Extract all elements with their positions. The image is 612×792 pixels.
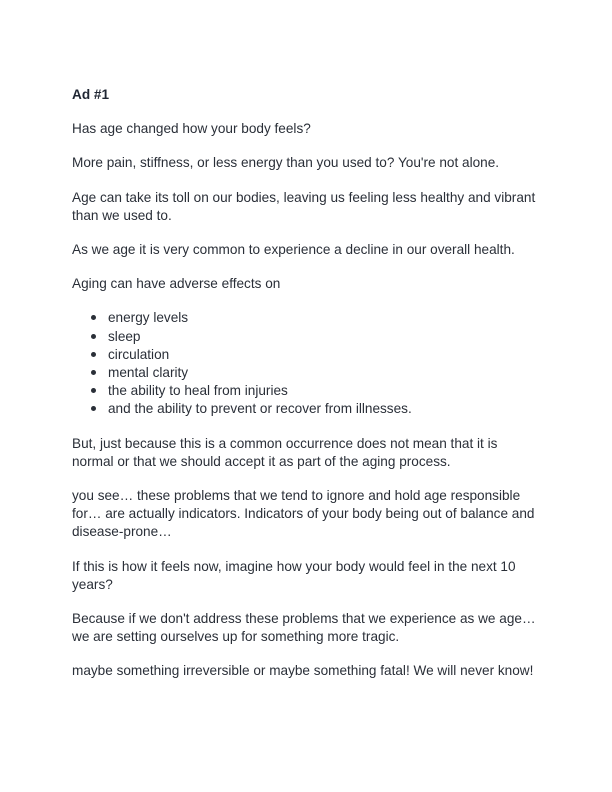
bullet-icon — [91, 352, 96, 357]
list-item-text: mental clarity — [108, 365, 189, 381]
effects-list — [72, 309, 540, 418]
bullet-icon — [91, 388, 96, 393]
paragraph: As we age it is very common to experience a decline in our overall health. — [72, 242, 515, 258]
paragraph: Has age changed how your body feels? — [72, 121, 311, 137]
bullet-icon — [91, 315, 96, 320]
list-item — [91, 364, 540, 382]
paragraph: Aging can have adverse effects on — [72, 276, 281, 292]
list-item-text: circulation — [108, 346, 170, 362]
list-item-text: sleep — [108, 328, 141, 344]
bullet-icon — [91, 334, 96, 339]
paragraph: Because if we don't address these problems that we experience as we age… we are setting ourselves up for something more tragic. — [72, 611, 536, 645]
paragraph: maybe something irreversible or maybe something fatal! We will never know! — [72, 663, 534, 679]
paragraph: More pain, stiffness, or less energy than you used to? You're not alone. — [72, 155, 500, 171]
ad-heading: Ad #1 — [72, 87, 110, 102]
list-item — [91, 309, 540, 327]
paragraph: But, just because this is a common occurrence does not mean that it is normal or that we should accept it as part of the aging process. — [72, 435, 498, 469]
list-item — [91, 346, 540, 364]
bullet-icon — [91, 406, 96, 411]
paragraph: you see… these problems that we tend to ignore and hold age responsible for… are actually indicators. Indicators of your body being out of balance and disease-prone… — [72, 488, 535, 540]
bullet-icon — [91, 370, 96, 375]
paragraph: If this is how it feels now, imagine how your body would feel in the next 10 years? — [72, 558, 516, 592]
list-item-text: and the ability to prevent or recover from illnesses. — [108, 401, 412, 417]
list-item-text: the ability to heal from injuries — [108, 383, 288, 399]
paragraph: Age can take its toll on our bodies, leaving us feeling less healthy and vibrant than we used to. — [72, 189, 536, 223]
list-item — [91, 400, 540, 418]
list-item — [91, 382, 540, 400]
list-item — [91, 328, 540, 346]
document-page — [72, 86, 540, 697]
list-item-text: energy levels — [108, 310, 189, 326]
